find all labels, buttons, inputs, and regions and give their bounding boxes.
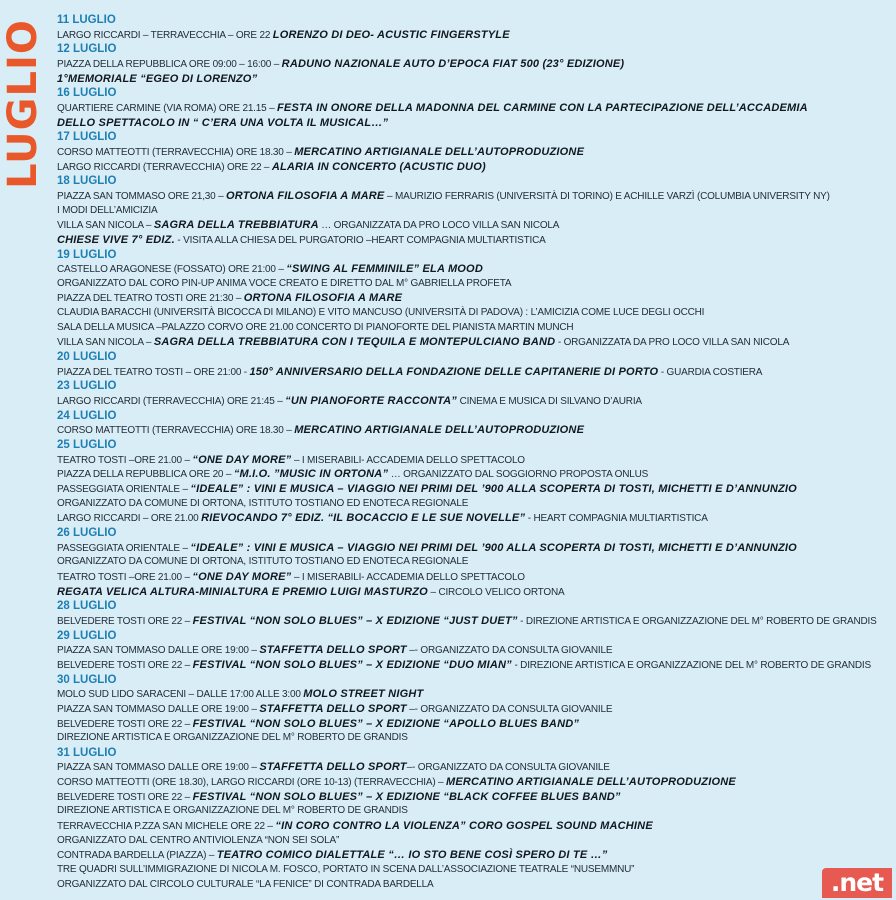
event-title: FESTIVAL “NON SOLO BLUES” – X EDIZIONE “DUO MIAN” xyxy=(192,658,512,671)
event-title: SAGRA DELLA TREBBIATURA xyxy=(153,219,319,232)
event-detail: PASSEGGIATA ORIENTALE – xyxy=(57,484,191,495)
event-line xyxy=(57,760,887,775)
event-line xyxy=(57,790,887,805)
date-heading: 20 LUGLIO xyxy=(57,351,117,364)
event-detail: LARGO RICCARDI – ORE 21.00 xyxy=(57,513,202,525)
event-title: SAGRA DELLA TREBBIATURA CON I TEQUILA E MONTEPULCIANO BAND xyxy=(153,336,556,349)
event-detail: DIREZIONE ARTISTICA E ORGANIZZAZIONE DEL M° ROBERTO DE GRANDIS xyxy=(57,805,408,817)
site-logo: .net xyxy=(822,868,892,898)
date-heading: 23 LUGLIO xyxy=(57,380,117,393)
event-line xyxy=(57,262,887,277)
event-detail: VILLA SAN NICOLA – xyxy=(57,220,154,232)
event-detail: – I MISERABILI- ACCADEMIA DELLO SPETTACOLO xyxy=(291,454,525,466)
event-detail: - HEART COMPAGNIA MULTIARTISTICA xyxy=(525,513,708,525)
event-title: MERCATINO ARTIGIANALE DELL’AUTOPRODUZIONE xyxy=(294,424,585,437)
event-line xyxy=(57,848,887,863)
date-heading: 16 LUGLIO xyxy=(57,87,117,100)
event-title: DELLO SPETTACOLO IN “ C’ERA UNA VOLTA IL MUSICAL…” xyxy=(57,116,389,129)
event-line xyxy=(57,233,887,248)
event-detail: ORGANIZZATO DA COMUNE DI ORTONA, ISTITUTO TOSTIANO ED ENOTECA REGIONALE xyxy=(57,556,469,568)
event-title: MERCATINO ARTIGIANALE DELL’AUTOPRODUZIONE xyxy=(445,776,736,789)
event-detail: DIREZIONE ARTISTICA E ORGANIZZAZIONE DEL M° ROBERTO DE GRANDIS xyxy=(57,732,408,744)
event-line xyxy=(57,819,887,834)
event-title: TEATRO COMICO DIALETTALE “… IO STO BENE COSÌ SPERO DI TE …” xyxy=(216,849,608,862)
event-detail: ORGANIZZATO DAL CENTRO ANTIVIOLENZA “NON SEI SOLA” xyxy=(57,834,340,846)
event-line xyxy=(57,731,887,746)
event-detail: LARGO RICCARDI (TERRAVECCHIA) ORE 22 – xyxy=(57,161,272,173)
event-detail: PIAZZA DELLA REPUBBLICA ORE 20 – xyxy=(57,469,234,481)
event-detail: CASTELLO ARAGONESE (FOSSATO) ORE 21:00 – xyxy=(57,264,287,276)
event-detail: - VISITA ALLA CHIESA DEL PURGATORIO –HEART COMPAGNIA MULTIARTISTICA xyxy=(174,234,546,246)
event-title: RIEVOCANDO 7° EDIZ. “IL BOCACCIO E LE SUE NOVELLE” xyxy=(201,512,526,525)
event-line xyxy=(57,687,887,702)
event-detail: I MODI DELL’AMICIZIA xyxy=(57,204,158,216)
date-heading: 25 LUGLIO xyxy=(57,439,117,452)
event-title: FESTA IN ONORE DELLA MADONNA DEL CARMINE CON LA PARTECIPAZIONE DELL’ACCADEMIA xyxy=(277,101,808,114)
event-title: “IDEALE” : VINI E MUSICA – VIAGGIO NEI PRIMI DEL ’900 ALLA SCOPERTA DI TOSTI, MICHETTI E D’ANNUNZIO xyxy=(190,541,797,554)
event-detail: –- ORGANIZZATO DA CONSULTA GIOVANILE xyxy=(406,645,613,657)
event-detail: TEATRO TOSTI –ORE 21.00 – xyxy=(57,571,193,583)
date-heading: 17 LUGLIO xyxy=(57,131,117,144)
event-line xyxy=(57,394,887,409)
date-heading: 29 LUGLIO xyxy=(57,629,117,642)
event-detail: TEATRO TOSTI –ORE 21.00 – xyxy=(57,454,193,466)
event-title: ORTONA FILOSOFIA A MARE xyxy=(226,189,385,202)
event-line xyxy=(57,775,887,790)
event-detail: BELVEDERE TOSTI ORE 22 – xyxy=(57,615,193,627)
event-detail: ORGANIZZATO DA COMUNE DI ORTONA, ISTITUTO TOSTIANO ED ENOTECA REGIONALE xyxy=(57,497,469,509)
event-title: ORTONA FILOSOFIA A MARE xyxy=(243,292,403,305)
event-title: CHIESE VIVE 7° EDIZ. xyxy=(57,233,175,246)
event-line xyxy=(57,834,887,849)
event-detail: PIAZZA SAN TOMMASO DALLE ORE 19:00 – xyxy=(57,645,260,657)
event-line xyxy=(57,28,887,43)
event-line xyxy=(57,555,887,570)
event-detail: CINEMA E MUSICA DI SILVANO D’AURIA xyxy=(456,396,642,408)
event-title: “UN PIANOFORTE RACCONTA” xyxy=(285,395,457,408)
event-detail: ORGANIZZATO DAL CORO PIN-UP ANIMA VOCE CREATO E DIRETTO DAL M° GABRIELLA PROFETA xyxy=(57,277,512,289)
event-detail: CLAUDIA BARACCHI (UNIVERSITÀ BICOCCA DI MILANO) E VITO MANCUSO (UNIVERSITÀ DI PADOVA) : L’AMICIZIA COME LUCE DEGLI OCCHI xyxy=(57,307,705,319)
event-title: “ONE DAY MORE” xyxy=(192,453,292,466)
event-detail: CORSO MATTEOTTI (TERRAVECCHIA) ORE 18.30 – xyxy=(57,146,295,158)
event-detail: PIAZZA SAN TOMMASO DALLE ORE 19:00 – xyxy=(57,762,260,774)
event-title: FESTIVAL “NON SOLO BLUES” – X EDIZIONE “APOLLO BLUES BAND” xyxy=(192,717,580,730)
event-title: FESTIVAL “NON SOLO BLUES” – X EDIZIONE “JUST DUET” xyxy=(192,614,518,627)
event-line xyxy=(57,423,887,438)
event-line xyxy=(57,160,887,175)
event-detail: TRE QUADRI SULL’IMMIGRAZIONE DI NICOLA M. FOSCO, PORTATO IN SCENA DALL’ASSOCIAZIONE TEATRALE “NUSEMMNU” xyxy=(57,864,635,876)
event-detail: … ORGANIZZATO DAL SOGGIORNO PROPOSTA ONLUS xyxy=(388,469,649,481)
event-title: STAFFETTA DELLO SPORT xyxy=(259,761,407,774)
event-line xyxy=(57,291,887,306)
event-detail: PIAZZA DELLA REPUBBLICA ORE 09:00 – 16:00 – xyxy=(57,58,282,70)
event-line xyxy=(57,717,887,732)
event-line xyxy=(57,101,887,116)
event-detail: BELVEDERE TOSTI ORE 22 – xyxy=(57,791,193,803)
date-heading: 28 LUGLIO xyxy=(57,600,117,613)
event-line xyxy=(57,614,887,629)
event-detail: PIAZZA DEL TEATRO TOSTI ORE 21:30 – xyxy=(57,293,244,305)
event-line xyxy=(57,204,887,219)
event-detail: –- ORGANIZZATO DA CONSULTA GIOVANILE xyxy=(406,703,613,715)
event-line xyxy=(57,878,887,893)
event-title: STAFFETTA DELLO SPORT xyxy=(259,644,407,657)
event-title: REGATA VELICA ALTURA-MINIALTURA E PREMIO LUIGI MASTURZO xyxy=(57,585,428,598)
event-detail: VILLA SAN NICOLA – xyxy=(57,337,154,349)
event-title: “IN CORO CONTRO LA VIOLENZA” CORO GOSPEL SOUND MACHINE xyxy=(275,820,653,833)
event-title: “IDEALE” : VINI E MUSICA – VIAGGIO NEI PRIMI DEL ’900 ALLA SCOPERTA DI TOSTI, MICHETTI E D’ANNUNZIO xyxy=(190,483,797,495)
event-detail: - DIREZIONE ARTISTICA E ORGANIZZAZIONE DEL M° ROBERTO DE GRANDIS xyxy=(517,615,877,627)
event-line xyxy=(57,218,887,233)
event-title: ALARIA IN CONCERTO (ACUSTIC DUO) xyxy=(271,160,486,173)
date-heading: 11 LUGLIO xyxy=(57,14,116,26)
event-detail: PASSEGGIATA ORIENTALE – xyxy=(57,542,191,554)
event-detail: CORSO MATTEOTTI (TERRAVECCHIA) ORE 18.30 – xyxy=(57,425,295,437)
event-title: FESTIVAL “NON SOLO BLUES” – X EDIZIONE “BLACK COFFEE BLUES BAND” xyxy=(192,790,621,803)
event-line xyxy=(57,863,887,878)
event-detail: –- ORGANIZZATO DA CONSULTA GIOVANILE xyxy=(406,762,610,774)
date-heading: 18 LUGLIO xyxy=(57,175,117,188)
event-line xyxy=(57,585,887,600)
event-line xyxy=(57,702,887,717)
event-line xyxy=(57,482,887,497)
event-title: MOLO STREET NIGHT xyxy=(303,688,424,701)
event-title: “SWING AL FEMMINILE” ELA MOOD xyxy=(286,263,483,276)
event-detail: - GUARDIA COSTIERA xyxy=(658,366,763,378)
event-title: LORENZO DI DEO- ACUSTIC FINGERSTYLE xyxy=(272,28,510,41)
event-title: MERCATINO ARTIGIANALE DELL’AUTOPRODUZIONE xyxy=(294,145,585,158)
event-detail: CORSO MATTEOTTI (ORE 18.30), LARGO RICCARDI (ORE 10-13) (TERRAVECCHIA) – xyxy=(57,777,446,789)
event-line xyxy=(57,72,887,87)
event-detail: TERRAVECCHIA P.ZZA SAN MICHELE ORE 22 – xyxy=(57,821,276,833)
event-line xyxy=(57,453,887,468)
event-line xyxy=(57,321,887,336)
event-detail: … ORGANIZZATA DA PRO LOCO VILLA SAN NICOLA xyxy=(318,220,560,232)
date-heading: 31 LUGLIO xyxy=(57,746,117,759)
event-detail: ORGANIZZATO DAL CIRCOLO CULTURALE “LA FENICE” DI CONTRADA BARDELLA xyxy=(57,878,434,890)
event-line xyxy=(57,570,887,585)
event-line xyxy=(57,365,887,380)
event-detail: PIAZZA DEL TEATRO TOSTI – ORE 21:00 - xyxy=(57,366,250,378)
event-title: STAFFETTA DELLO SPORT xyxy=(259,702,407,715)
event-detail: LARGO RICCARDI (TERRAVECCHIA) ORE 21:45 – xyxy=(57,396,286,408)
date-heading: 12 LUGLIO xyxy=(57,43,117,56)
event-line xyxy=(57,658,887,673)
event-detail: MOLO SUD LIDO SARACENI – DALLE 17:00 ALLE 3:00 xyxy=(57,689,304,701)
event-detail: PIAZZA SAN TOMMASO DALLE ORE 19:00 – xyxy=(57,703,260,715)
event-line xyxy=(57,145,887,160)
month-title: LUGLIO xyxy=(0,19,46,189)
date-heading: 19 LUGLIO xyxy=(57,248,117,261)
event-detail: LARGO RICCARDI – TERRAVECCHIA – ORE 22 xyxy=(57,29,273,41)
event-title: “M.I.O. ”MUSIC IN ORTONA” xyxy=(233,468,389,481)
event-line xyxy=(57,189,887,204)
event-detail: - ORGANIZZATA DA PRO LOCO VILLA SAN NICOLA xyxy=(555,337,790,349)
event-title: “ONE DAY MORE” xyxy=(192,570,292,583)
event-detail: – I MISERABILI- ACCADEMIA DELLO SPETTACOLO xyxy=(291,571,525,583)
event-line xyxy=(57,467,887,482)
event-title: 1°MEMORIALE “EGEO DI LORENZO” xyxy=(57,72,258,85)
event-line xyxy=(57,511,887,526)
event-line xyxy=(57,57,887,72)
event-title: RADUNO NAZIONALE AUTO D’EPOCA FIAT 500 (23° EDIZIONE) xyxy=(281,57,625,70)
event-detail: – MAURIZIO FERRARIS (UNIVERSITÀ DI TORINO) E ACHILLE VARZÌ (COLUMBIA UNIVERSITY NY) xyxy=(384,190,830,202)
event-detail: BELVEDERE TOSTI ORE 22 – xyxy=(57,659,193,671)
events-list xyxy=(57,13,887,892)
event-line xyxy=(57,277,887,292)
event-detail: QUARTIERE CARMINE (VIA ROMA) ORE 21.15 – xyxy=(57,102,278,114)
date-heading: 26 LUGLIO xyxy=(57,526,117,539)
event-detail: – CIRCOLO VELICO ORTONA xyxy=(427,586,565,598)
event-line xyxy=(57,497,887,512)
event-detail: PIAZZA SAN TOMMASO ORE 21,30 – xyxy=(57,190,227,202)
event-title: 150° ANNIVERSARIO DELLA FONDAZIONE DELLE CAPITANERIE DI PORTO xyxy=(249,365,659,378)
event-line xyxy=(57,643,887,658)
event-detail: SALA DELLA MUSICA –PALAZZO CORVO ORE 21.00 CONCERTO DI PIANOFORTE DEL PIANISTA MARTIN MUNCH xyxy=(57,321,574,333)
event-detail: CONTRADA BARDELLA (PIAZZA) – xyxy=(57,850,217,862)
event-detail: - DIREZIONE ARTISTICA E ORGANIZZAZIONE DEL M° ROBERTO DE GRANDIS xyxy=(511,659,871,671)
event-detail: BELVEDERE TOSTI ORE 22 – xyxy=(57,718,193,730)
event-line xyxy=(57,335,887,350)
date-heading: 24 LUGLIO xyxy=(57,409,117,422)
event-line xyxy=(57,804,887,819)
event-line xyxy=(57,306,887,321)
date-heading: 30 LUGLIO xyxy=(57,673,117,686)
event-line xyxy=(57,541,887,556)
event-line xyxy=(57,116,887,131)
